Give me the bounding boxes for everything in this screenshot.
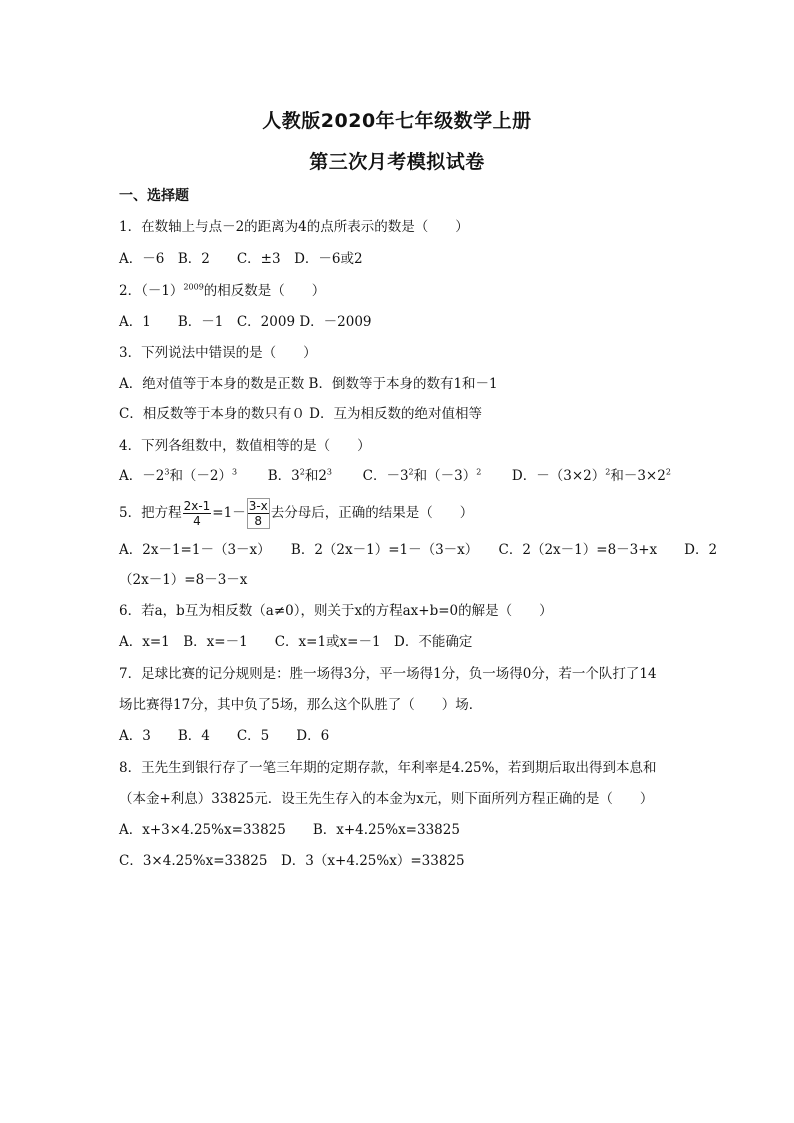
q5-fraction-1 [183,499,212,528]
question-5-options-1: A．2x－1=1－（3－x） B．2（2x－1）=1－（3－x） C．2（2x－1）=8－3+x D．2 [119,542,718,558]
q4-b-exp1: 2 [299,467,305,477]
question-6: 6．若a，b互为相反数（a≠0），则关于x的方程ax+b=0的解是（ ） [119,603,553,619]
q2-pre: 2．（－1） [119,283,184,299]
q2-post: 的相反数是（ ） [203,283,326,299]
question-2-options: A．1 B．－1 C．2009 D．－2009 [119,314,372,330]
page-subtitle: 第三次月考模拟试卷 [309,151,485,173]
q5-frac2-numerator: 3-x [248,499,268,513]
question-7-line-2: 场比赛得17分，其中负了5场，那么这个队胜了（ ）场． [119,697,483,713]
q4-c-exp2: 2 [476,467,482,477]
section-heading: 一、选择题 [119,188,189,204]
question-1-options: A．－6 B．2 C．±3 D．－6或2 [119,251,363,267]
question-3: 3．下列说法中错误的是（ ） [119,345,317,361]
q4-a-exp1: 3 [164,467,170,477]
question-6-options: A．x=1 B．x=－1 C．x=1或x=－1 D．不能确定 [119,634,473,650]
q4-d-exp1: 2 [605,467,611,477]
question-8-line-1: 8．王先生到银行存了一笔三年期的定期存款，年利率是4.25%，若到期后取出得到本息和 [119,760,657,776]
question-5 [119,498,473,529]
q4-c-pre: C．－3 [362,468,409,484]
question-7-options: A．3 B．4 C．5 D．6 [119,728,330,744]
question-2 [119,281,325,301]
page-title: 人教版2020年七年级数学上册 [262,110,532,132]
q5-frac2-denominator: 8 [254,514,263,528]
q5-frac1-denominator: 4 [193,514,201,528]
question-7-line-1: 7．足球比赛的记分规则是：胜一场得3分，平一场得1分，负一场得0分，若一个队打了14 [119,666,657,682]
q4-a-mid: 和（－2） [169,468,233,484]
q5-fraction-2 [247,498,270,529]
q4-b-exp2: 3 [326,467,333,477]
q2-exponent: 2009 [183,282,204,292]
q4-a-pre: A．－2 [119,468,165,484]
q4-c-mid: 和（－3） [413,468,477,484]
question-3-options-2: C．相反数等于本身的数只有０ D．互为相反数的绝对值相等 [119,406,482,422]
question-1: 1．在数轴上与点－2的距离为4的点所表示的数是（ ） [119,219,469,235]
q4-d-exp2: 2 [665,467,671,477]
q5-frac1-numerator: 2x-1 [183,499,211,513]
question-4-options [119,466,671,486]
q4-a-exp2: 3 [232,467,238,477]
q5-mid: =1－ [212,505,246,521]
question-8-options-2: C．3×4.25%x=33825 D．3（x+4.25%x）=33825 [119,853,465,869]
q5-post: 去分母后，正确的结果是（ ） [270,505,474,521]
question-3-options-1: A．绝对值等于本身的数是正数 B．倒数等于本身的数有1和－1 [119,376,498,392]
question-4: 4．下列各组数中，数值相等的是（ ） [119,438,371,454]
question-8-options-1: A．x+3×4.25%x=33825 B．x+4.25%x=33825 [119,822,460,838]
q4-b-mid: 和2 [304,468,327,484]
question-5-options-2: （2x－1）=8－3－x [119,572,248,588]
q4-b-pre: B．3 [267,468,300,484]
q4-d-mid: 和－3×2 [610,468,666,484]
q4-c-exp1: 2 [408,467,414,477]
q4-d-pre: D．－（3×2） [511,468,606,484]
question-8-line-2: （本金+利息）33825元．设王先生存入的本金为x元，则下面所列方程正确的是（ ） [119,791,654,807]
q5-pre: 5．把方程 [119,505,182,521]
